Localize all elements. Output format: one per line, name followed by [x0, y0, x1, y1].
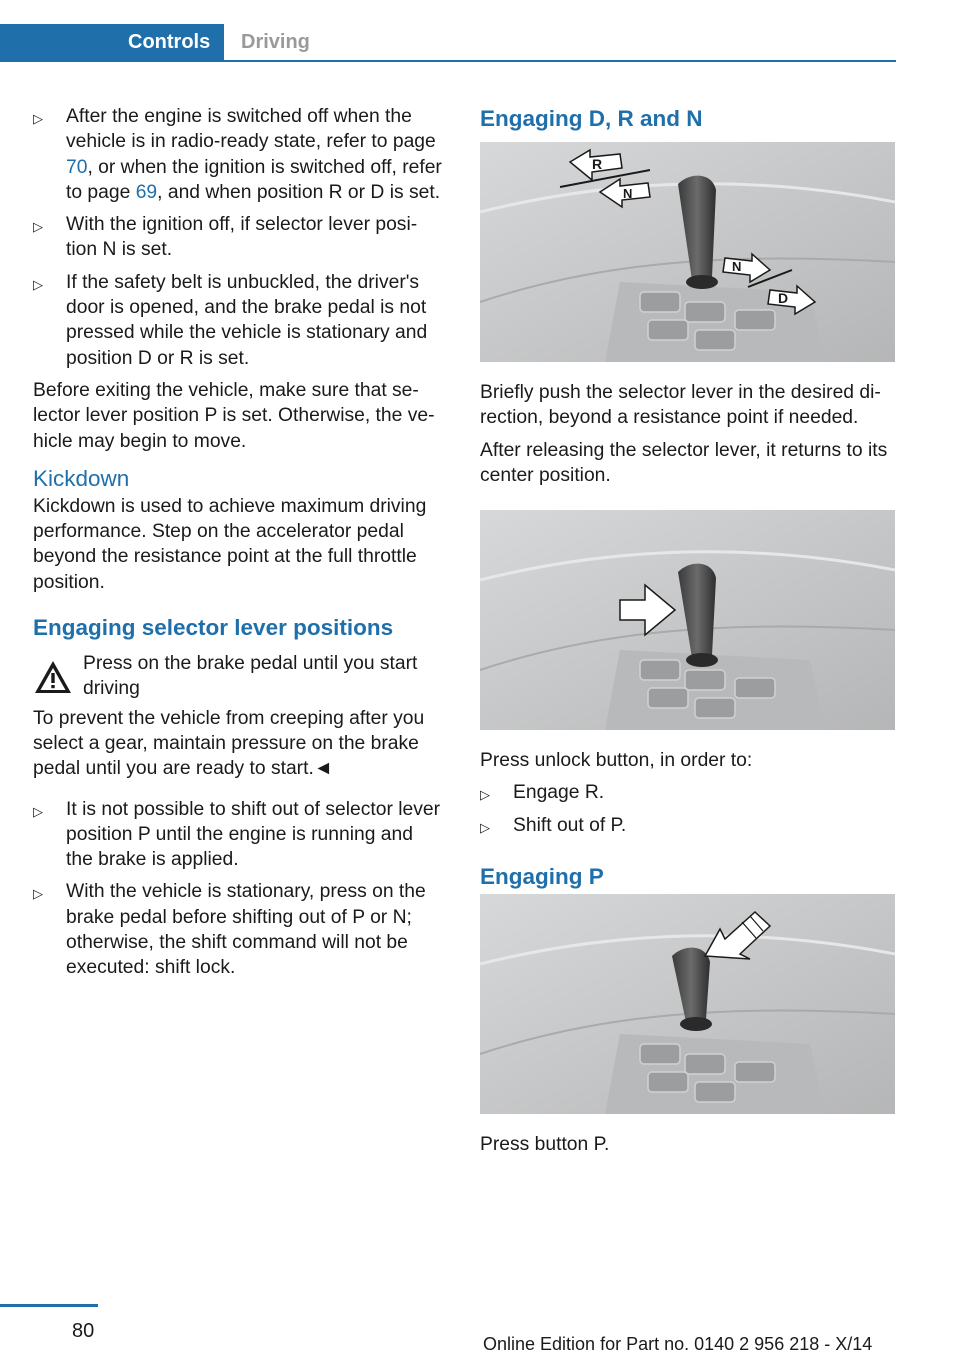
p-button-figure [480, 894, 895, 1114]
triangle-bullet-icon: ▷ [480, 787, 490, 803]
page-number: 80 [72, 1320, 95, 1342]
engaging-positions-heading: Engaging selector lever positions [33, 615, 394, 641]
warning-title: Press on the brake pedal until you start driving [83, 653, 418, 700]
drn-paragraph-1: Briefly push the selector lever in the desired di‐rection, beyond a resistance point if needed. [480, 382, 881, 429]
list-item: ▷ If the safety belt is unbuckled, the driver's door is opened, and the brake pedal is not pressed while the vehicle is stationary and position D or R is set. [33, 271, 428, 369]
list-item: ▷ With the vehicle is stationary, press on the brake pedal before shifting out of P or N; otherwise, the shift command will not be executed: shift lock. [33, 881, 426, 979]
kickdown-paragraph: Kickdown is used to achieve maximum driving performance. Step on the accelerator pedal beyond the resistance point at the full throttle position. [33, 495, 427, 593]
p-paragraph: Press button P. [480, 1134, 610, 1156]
svg-text:R: R [592, 156, 603, 172]
warning-body: To prevent the vehicle from creeping after you select a gear, maintain pressure on the brake pedal until you are ready to start.◄ [33, 707, 425, 780]
unlock-button-figure [480, 510, 895, 730]
engaging-drn-heading: Engaging D, R and N [480, 106, 703, 131]
list-item: ▷ After the engine is switched off when the vehicle is in radio-ready state, refer to page 70, or when the ignition is switched off, refer to page 69, and when position R or D is set. [33, 106, 442, 203]
header-tab-controls-label[interactable]: Controls [128, 31, 211, 53]
list-item: ▷ It is not possible to shift out of selector lever position P until the engine is running and the brake is applied. [33, 798, 441, 871]
triangle-bullet-icon: ▷ [33, 276, 43, 292]
header-divider [224, 60, 896, 62]
triangle-bullet-icon: ▷ [480, 819, 490, 835]
kickdown-heading: Kickdown [33, 465, 130, 491]
list-item: ▷ Shift out of P. [480, 813, 895, 838]
header-tab-driving-label[interactable]: Driving [241, 31, 310, 53]
triangle-bullet-icon: ▷ [33, 803, 43, 819]
list-item: ▷ Engage R. [480, 780, 895, 805]
triangle-bullet-icon: ▷ [33, 111, 43, 126]
svg-text:D: D [778, 290, 789, 306]
warning-block [33, 651, 443, 702]
edition-text: Online Edition for Part no. 0140 2 956 218 - X/14 [483, 1334, 873, 1354]
drn-paragraph-2: After releasing the selector lever, it returns to its center position. [480, 439, 888, 486]
engaging-p-heading: Engaging P [480, 864, 604, 890]
page-link-70[interactable]: 70 [66, 156, 88, 178]
right-column [480, 104, 895, 1164]
svg-text:N: N [732, 259, 742, 274]
selector-lever-drn-figure [480, 142, 895, 362]
unlock-paragraph: Press unlock button, in order to: [480, 750, 753, 772]
triangle-bullet-icon: ▷ [33, 886, 43, 902]
left-column [33, 104, 443, 988]
triangle-bullet-icon: ▷ [33, 219, 43, 235]
svg-text:N: N [623, 186, 633, 201]
footer-divider [0, 1304, 98, 1307]
list-item: ▷ With the ignition off, if selector lever posi‐tion N is set. [33, 214, 418, 261]
exit-paragraph: Before exiting the vehicle, make sure that se‐lector lever position P is set. Otherwise, the ve‐hicle may begin to move. [33, 379, 435, 452]
page-link-69[interactable]: 69 [135, 181, 158, 203]
warning-triangle-icon [33, 659, 73, 695]
